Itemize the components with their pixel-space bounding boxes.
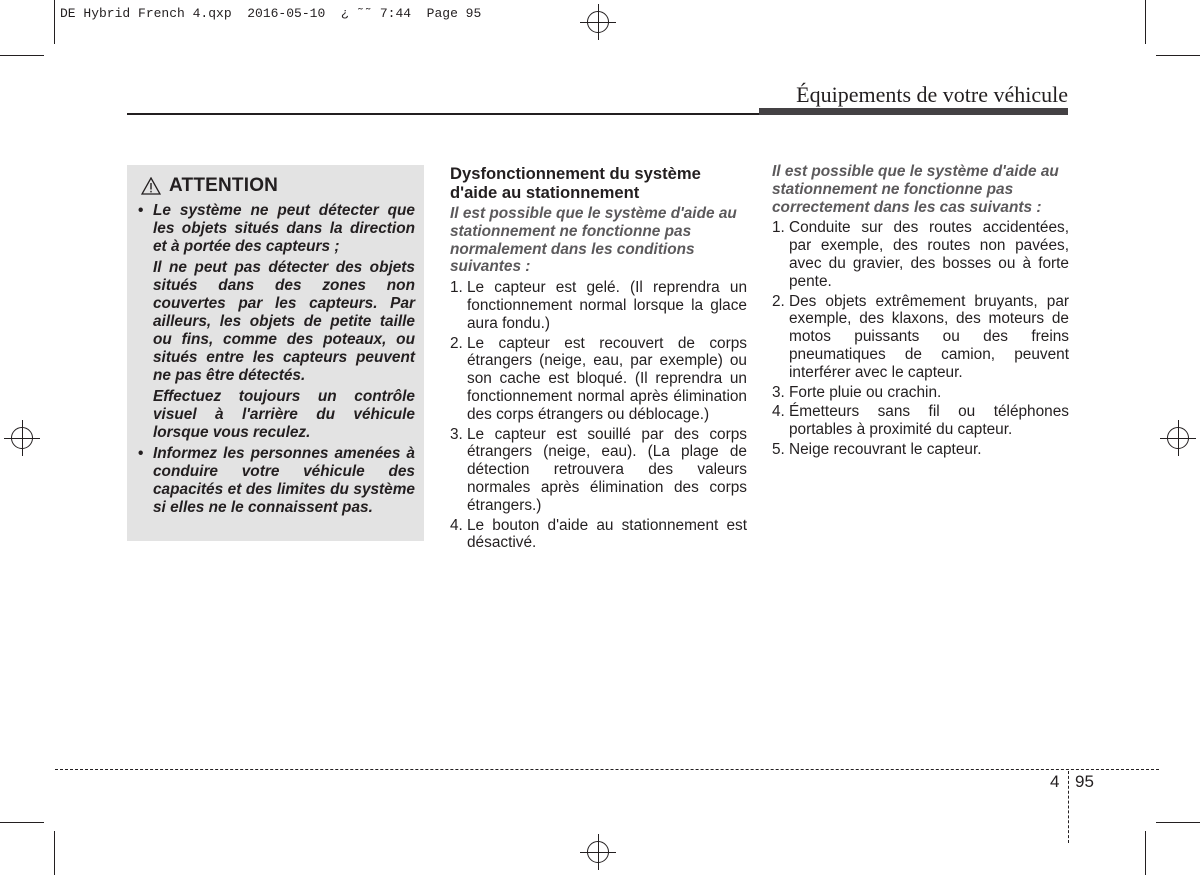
attention-item [137,202,415,442]
footer-divider [1068,771,1069,843]
crop-mark [1156,55,1200,56]
attention-header [141,175,415,197]
attention-item [137,445,415,517]
crop-mark [0,55,44,56]
case-list [772,219,1069,458]
chapter-number: 4 [1050,772,1060,791]
crop-mark [1156,822,1200,823]
section-intro: Il est possible que le système d'aide au stationnement ne fonctionne pas correctement dans les cas suivants : [772,163,1059,216]
list-item: 4. Émetteurs sans fil ou téléphones portables à proximité du capteur. [772,403,1069,439]
registration-mark-right [1160,420,1196,456]
list-item: 2. Des objets extrêmement bruyants, par exemple, des klaxons, des moteurs de motos puissants ou des freins pneumatiques de camion, peuvent interférer avec le capteur. [772,292,1069,381]
attention-list [137,202,415,517]
condition-list [450,279,747,552]
footer-rule [55,769,1159,770]
print-slug: DE Hybrid French 4.qxp 2016-05-10 ¿ ˜˜ 7:44 Page 95 [60,6,482,21]
crop-mark [1145,0,1146,44]
attention-text: Informez les personnes amenées à conduire votre véhicule des capacités et des limites du système si elles ne le connaissent pas. [153,445,415,516]
page-title: Équipements de votre véhicule [796,82,1068,107]
warning-icon [141,177,161,195]
crop-mark [54,831,55,875]
incorrect-operation-section [772,163,1069,461]
list-item: 1. Conduite sur des routes accidentées, par exemple, des routes non pavées, avec du gravier, des bosses ou à forte pente. [772,219,1069,290]
header-rule [127,113,759,115]
crop-mark [0,822,44,823]
crop-mark [1145,831,1146,875]
attention-text: Effectuez toujours un contrôle visuel à l'arrière du véhicule lorsque vous reculez. [153,388,415,441]
malfunction-section [450,164,747,554]
attention-text: Il ne peut pas détecter des objets situés dans des zones non couvertes par les capteurs. Par ailleurs, les objets de petite taille ou fins, comme des poteaux, ou situés entre les capteurs peuvent ne pas être détectés. [153,259,415,384]
section-heading: Dysfonctionnement du système d'aide au stationnement [450,164,701,202]
list-item: 3. Le capteur est souillé par des corps étrangers (neige, eau). (La plage de détection retrouvera des valeurs normales après élimination des corps étrangers.) [450,425,747,514]
section-intro: Il est possible que le système d'aide au stationnement ne fonctionne pas normalement dans les conditions suivantes : [450,205,737,276]
registration-mark-top [580,4,616,40]
bullet: • [138,202,144,219]
crop-mark [54,0,55,44]
list-item: 5. Neige recouvrant le capteur. [772,440,982,458]
list-item: 4. Le bouton d'aide au stationnement est désactivé. [450,516,747,552]
registration-mark-left [4,420,40,456]
header-rule-bar [759,108,1068,115]
attention-text: Le système ne peut détecter que les objets situés dans la direction et à portée des capteurs ; [153,202,415,255]
list-item: 3. Forte pluie ou crachin. [772,383,942,401]
attention-title: ATTENTION [169,175,279,196]
bullet: • [138,445,144,462]
registration-mark-bottom [580,834,616,870]
list-item: 1. Le capteur est gelé. (Il reprendra un fonctionnement normal lorsque la glace aura fondu.) [450,279,747,332]
page-number: 95 [1075,772,1094,791]
attention-box [127,165,424,541]
list-item: 2. Le capteur est recouvert de corps étrangers (neige, eau, par exemple) ou son cache est bloqué. (Il reprendra un fonctionnement normal après élimination des corps étrangers ou déblocage.) [450,334,747,423]
